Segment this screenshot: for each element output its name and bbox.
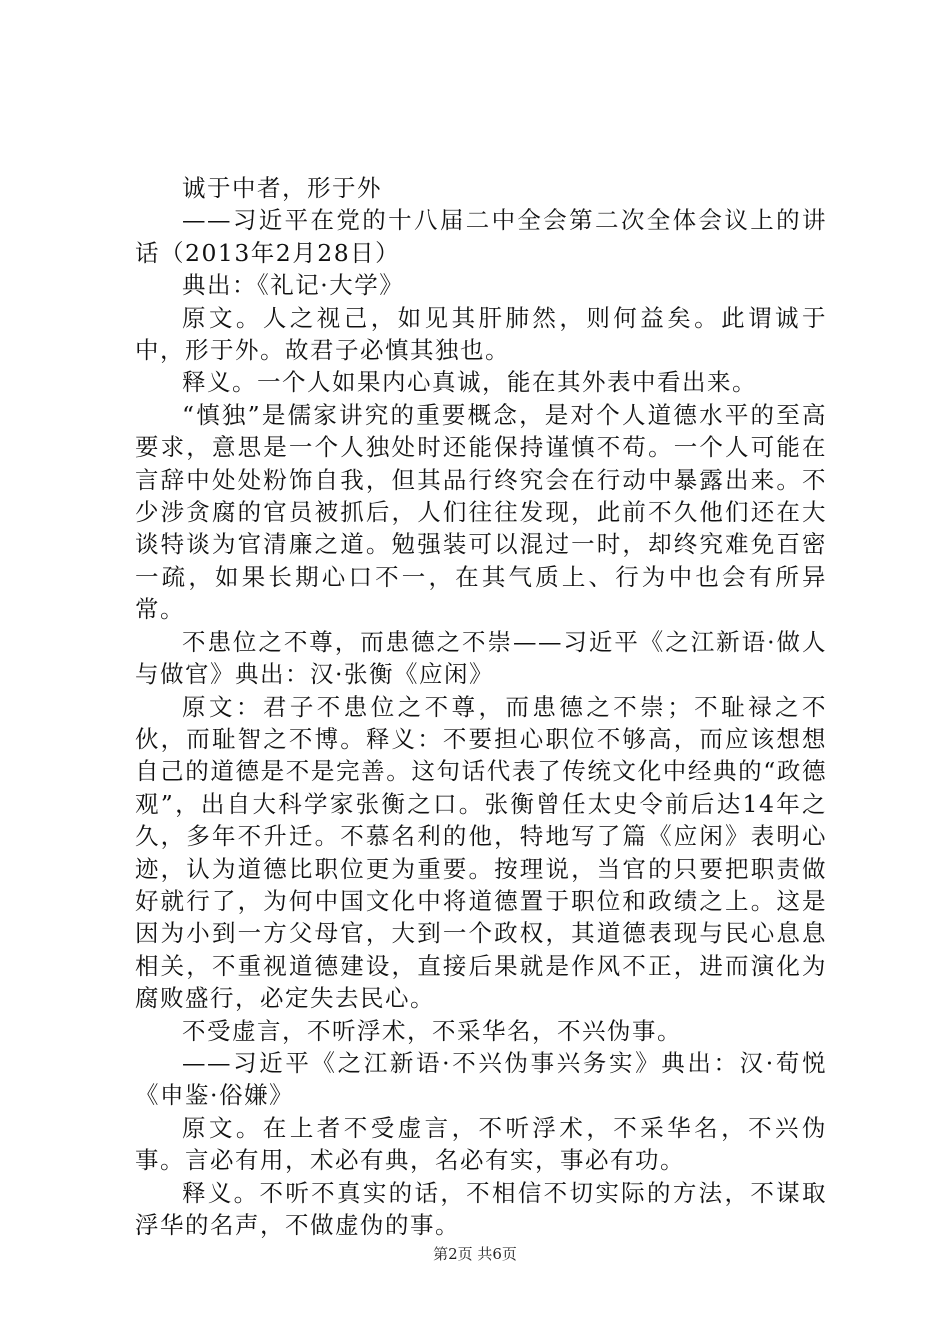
- paragraph-third-original: 原文。在上者不受虚言，不听浮术，不采华名，不兴伪事。言必有用，术必有典，名必有实，事必有功。: [135, 1113, 827, 1175]
- paragraph-third-quote: 不受虚言，不听浮术，不采华名，不兴伪事。: [182, 1016, 682, 1045]
- paragraph-third-interpretation: 释义。不听不真实的话，不相信不切实际的方法，不谋取浮华的名声，不做虚伪的事。: [135, 1178, 827, 1239]
- paragraph-second-quote: 不患位之不尊，而患德之不崇——习近平《之江新语·做人与做官》典出：汉·张衡《应闲》: [135, 627, 827, 689]
- paragraph-commentary: “慎独”是儒家讲究的重要概念，是对个人道德水平的至高要求，意思是一个人独处时还能保持谨慎不苟。一个人可能在言辞中处处粉饰自我，但其品行终究会在行动中暴露出来。不少涉贪腐的官员被抓后，人们往往发现，此前不久他们还在大谈特谈为官清廉之道。勉强装可以混过一时，却终究难免百密一疏，如果长期心口不一，在其气质上、行为中也会有所异常。: [135, 400, 827, 624]
- paragraph-interpretation: 释义。一个人如果内心真诚，能在其外表中看出来。: [182, 368, 757, 397]
- page-number-footer: 第2页 共6页: [433, 1245, 517, 1263]
- paragraph-title-quote: 诚于中者，形于外: [182, 174, 382, 202]
- paragraph-source-speech: ——习近平在党的十八届二中全会第二次全体会议上的讲话（2013年2月28日）: [135, 206, 827, 267]
- paragraph-original-text: 原文。人之视己，如见其肝肺然，则何益矣。此谓诚于中，形于外。故君子必慎其独也。: [135, 303, 827, 365]
- paragraph-second-original: 原文：君子不患位之不尊，而患德之不崇；不耻禄之不伙，而耻智之不博。释义：不要担心职位不够高，而应该想想自己的道德是不是完善。这句话代表了传统文化中经典的“政德观”，出自大科学家张衡之口。张衡曾任太史令前后达14年之久，多年不升迁。不慕名利的他，特地写了篇《应闲》表明心迹，认为道德比职位更为重要。按理说，当官的只要把职责做好就行了，为何中国文化中将道德置于职位和政绩之上。这是因为小到一方父母官，大到一个政权，其道德表现与民心息息相关，不重视道德建设，直接后果就是作风不正，进而演化为腐败盛行，必定失去民心。: [135, 692, 827, 1013]
- paragraph-third-source: ——习近平《之江新语·不兴伪事兴务实》典出：汉·荀悦《申鉴·俗嫌》: [135, 1048, 827, 1110]
- paragraph-origin: 典出：《礼记·大学》: [182, 271, 405, 300]
- document-body: [135, 172, 827, 1241]
